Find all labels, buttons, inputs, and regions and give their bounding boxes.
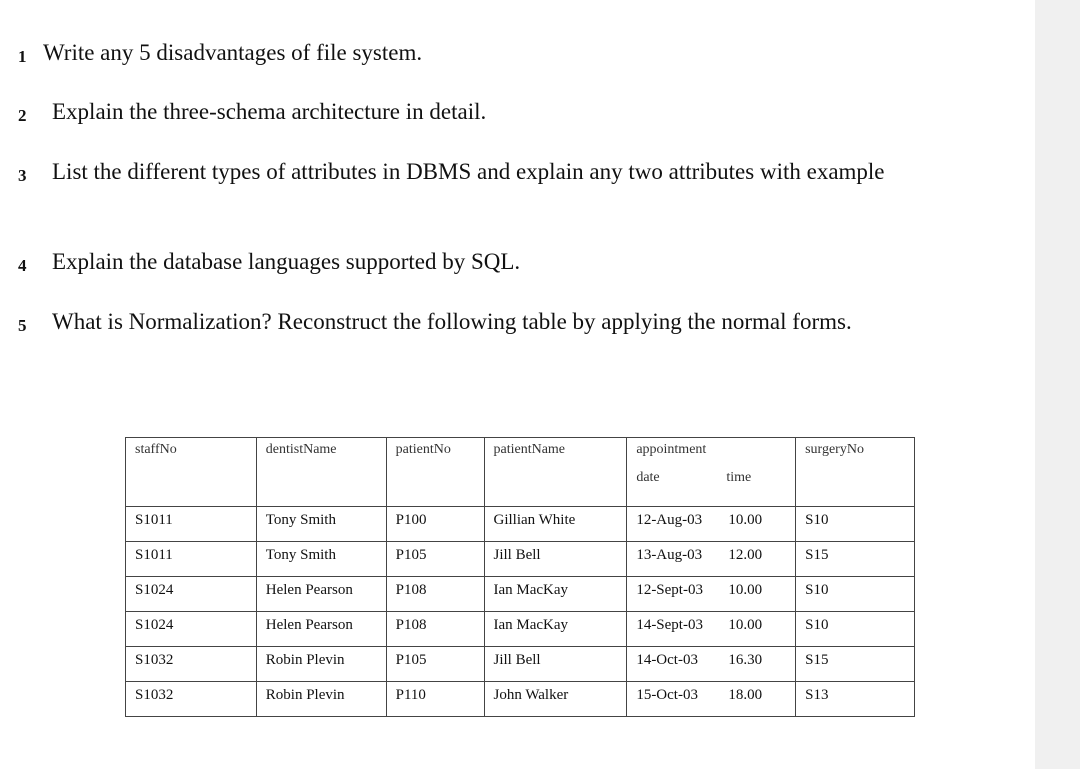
cell-date: 15-Oct-03 xyxy=(636,687,698,703)
cell-patientno: P105 xyxy=(386,542,484,577)
table-header-row xyxy=(126,438,915,507)
cell-patientno: P110 xyxy=(386,682,484,717)
header-date: date xyxy=(636,470,660,485)
header-appointment-label: appointment xyxy=(636,442,707,457)
table-body xyxy=(126,507,915,717)
cell-surgeryno: S15 xyxy=(796,647,915,682)
question-text: List the different types of attributes in DBMS and explain any two attributes with example xyxy=(52,159,885,184)
cell-patientname: Ian MacKay xyxy=(484,612,627,647)
cell-appointment xyxy=(627,542,796,577)
table-row xyxy=(126,647,915,682)
cell-time: 12.00 xyxy=(728,547,763,563)
header-appointment xyxy=(627,438,796,507)
cell-date: 12-Sept-03 xyxy=(636,582,703,598)
question-text: Explain the database languages supported by SQL. xyxy=(52,249,521,274)
question-number: 2 xyxy=(18,106,27,125)
cell-date: 13-Aug-03 xyxy=(636,547,703,563)
cell-patientno: P105 xyxy=(386,647,484,682)
cell-dentistname: Robin Plevin xyxy=(256,647,386,682)
cell-date: 12-Aug-03 xyxy=(636,512,703,528)
cell-surgeryno: S15 xyxy=(796,542,915,577)
cell-dentistname: Robin Plevin xyxy=(256,682,386,717)
cell-dentistname: Helen Pearson xyxy=(256,577,386,612)
cell-staffno: S1032 xyxy=(126,647,257,682)
question-text: Write any 5 disadvantages of file system. xyxy=(43,40,423,65)
appointment-table xyxy=(125,437,915,717)
header-time: time xyxy=(726,470,752,485)
table-row xyxy=(126,507,915,542)
cell-date: 14-Sept-03 xyxy=(636,617,703,633)
cell-staffno: S1011 xyxy=(126,542,257,577)
header-patientname: patientName xyxy=(484,438,627,507)
cell-patientno: P100 xyxy=(386,507,484,542)
cell-patientname: Jill Bell xyxy=(484,542,627,577)
cell-staffno: S1024 xyxy=(126,577,257,612)
header-patientno: patientNo xyxy=(386,438,484,507)
cell-staffno: S1011 xyxy=(126,507,257,542)
header-surgeryno: surgeryNo xyxy=(796,438,915,507)
header-staffno: staffNo xyxy=(126,438,257,507)
cell-appointment xyxy=(627,647,796,682)
cell-dentistname: Tony Smith xyxy=(256,507,386,542)
cell-appointment xyxy=(627,612,796,647)
cell-time: 10.00 xyxy=(728,512,763,528)
cell-surgeryno: S10 xyxy=(796,577,915,612)
cell-patientname: John Walker xyxy=(484,682,627,717)
cell-appointment xyxy=(627,682,796,717)
cell-date: 14-Oct-03 xyxy=(636,652,698,668)
cell-patientname: Gillian White xyxy=(484,507,627,542)
cell-dentistname: Helen Pearson xyxy=(256,612,386,647)
cell-time: 10.00 xyxy=(728,617,763,633)
cell-time: 10.00 xyxy=(728,582,763,598)
question-number: 3 xyxy=(18,166,27,185)
table-row xyxy=(126,612,915,647)
cell-time: 18.00 xyxy=(728,687,763,703)
question-text: Explain the three-schema architecture in detail. xyxy=(52,99,487,124)
question-number: 4 xyxy=(18,256,27,275)
table-row xyxy=(126,682,915,717)
cell-surgeryno: S10 xyxy=(796,507,915,542)
cell-appointment xyxy=(627,507,796,542)
cell-appointment xyxy=(627,577,796,612)
question-text: What is Normalization? Reconstruct the following table by applying the normal forms. xyxy=(52,309,852,334)
cell-patientno: P108 xyxy=(386,612,484,647)
right-side-panel xyxy=(1035,0,1080,769)
table-row xyxy=(126,577,915,612)
cell-patientno: P108 xyxy=(386,577,484,612)
question-number: 1 xyxy=(18,47,27,66)
table-row xyxy=(126,542,915,577)
header-dentistname: dentistName xyxy=(256,438,386,507)
cell-staffno: S1024 xyxy=(126,612,257,647)
cell-surgeryno: S10 xyxy=(796,612,915,647)
cell-dentistname: Tony Smith xyxy=(256,542,386,577)
cell-surgeryno: S13 xyxy=(796,682,915,717)
question-number: 5 xyxy=(18,316,27,335)
cell-patientname: Jill Bell xyxy=(484,647,627,682)
cell-patientname: Ian MacKay xyxy=(484,577,627,612)
cell-time: 16.30 xyxy=(728,652,763,668)
cell-staffno: S1032 xyxy=(126,682,257,717)
